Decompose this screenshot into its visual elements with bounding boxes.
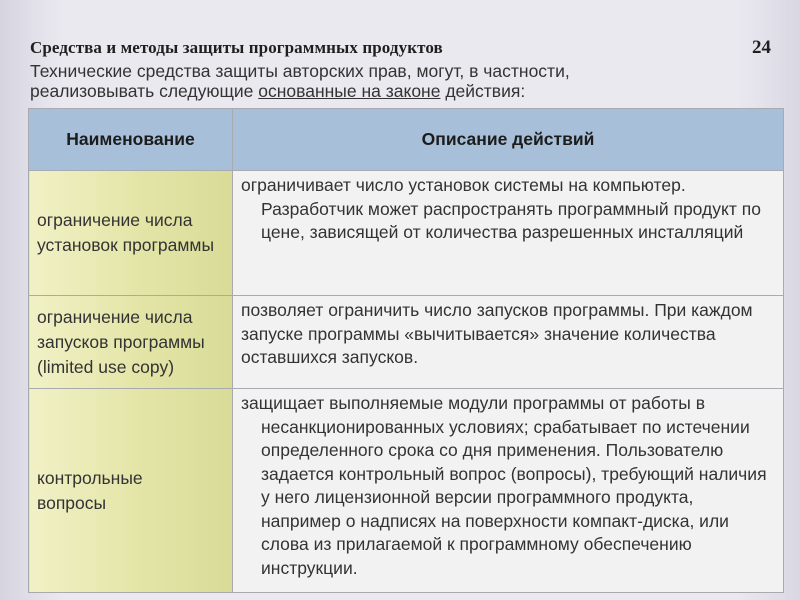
method-name-line: установок программы bbox=[37, 235, 215, 255]
method-name-line: ограничение числа bbox=[37, 306, 193, 327]
slide-header bbox=[30, 38, 775, 101]
method-name-line: ограничение числа bbox=[37, 210, 193, 230]
intro-underlined-phrase: основанные на законе bbox=[258, 81, 441, 101]
page-number: 24 bbox=[752, 37, 771, 58]
method-description-cell bbox=[233, 389, 784, 593]
intro-line-2-end: действия: bbox=[440, 81, 526, 101]
table-header-row bbox=[29, 109, 784, 171]
slide-title: Средства и методы защиты программных продуктов bbox=[30, 38, 443, 57]
table-row bbox=[29, 389, 784, 593]
method-description-text: позволяет ограничить число запусков программы. При каждом запуске программы «вычитывается» значение количества оставшихся запусков. bbox=[241, 300, 753, 367]
table-row bbox=[29, 296, 784, 389]
method-name-line: запусков программы bbox=[37, 331, 205, 352]
intro-line-2-start: реализовывать следующие bbox=[30, 81, 259, 101]
method-name-cell bbox=[29, 296, 233, 389]
method-name-line: (limited use copy) bbox=[37, 356, 175, 377]
method-description-cell bbox=[233, 296, 784, 389]
column-header-description: Описание действий bbox=[233, 109, 784, 171]
method-description-cell bbox=[233, 171, 784, 296]
method-description-text: ограничивает число установок системы на компьютер. Разработчик может распространять программный продукт по цене, зависящей от количества разрешенных инсталляций bbox=[241, 175, 761, 242]
table-row bbox=[29, 171, 784, 296]
protection-methods-table bbox=[28, 108, 784, 593]
method-name-cell bbox=[29, 171, 233, 296]
column-header-name: Наименование bbox=[29, 109, 233, 171]
method-description-text: защищает выполняемые модули программы от работы в несанкционированных условиях; срабатывает по истечении определенного срока со дня применения. Пользователю задается контрольный вопрос (вопросы), требующий наличия у него лицензионной версии программного продукта, например о надписях на поверхности компакт-диска, или слова из прилагаемой к программному обеспечению инструкции. bbox=[241, 393, 767, 578]
method-name-line: вопросы bbox=[37, 492, 107, 513]
method-name-line: контрольные bbox=[37, 467, 143, 488]
intro-line-1: Технические средства защиты авторских прав, могут, в частности, bbox=[30, 61, 570, 81]
method-name-cell bbox=[29, 389, 233, 593]
intro-text bbox=[30, 61, 775, 101]
